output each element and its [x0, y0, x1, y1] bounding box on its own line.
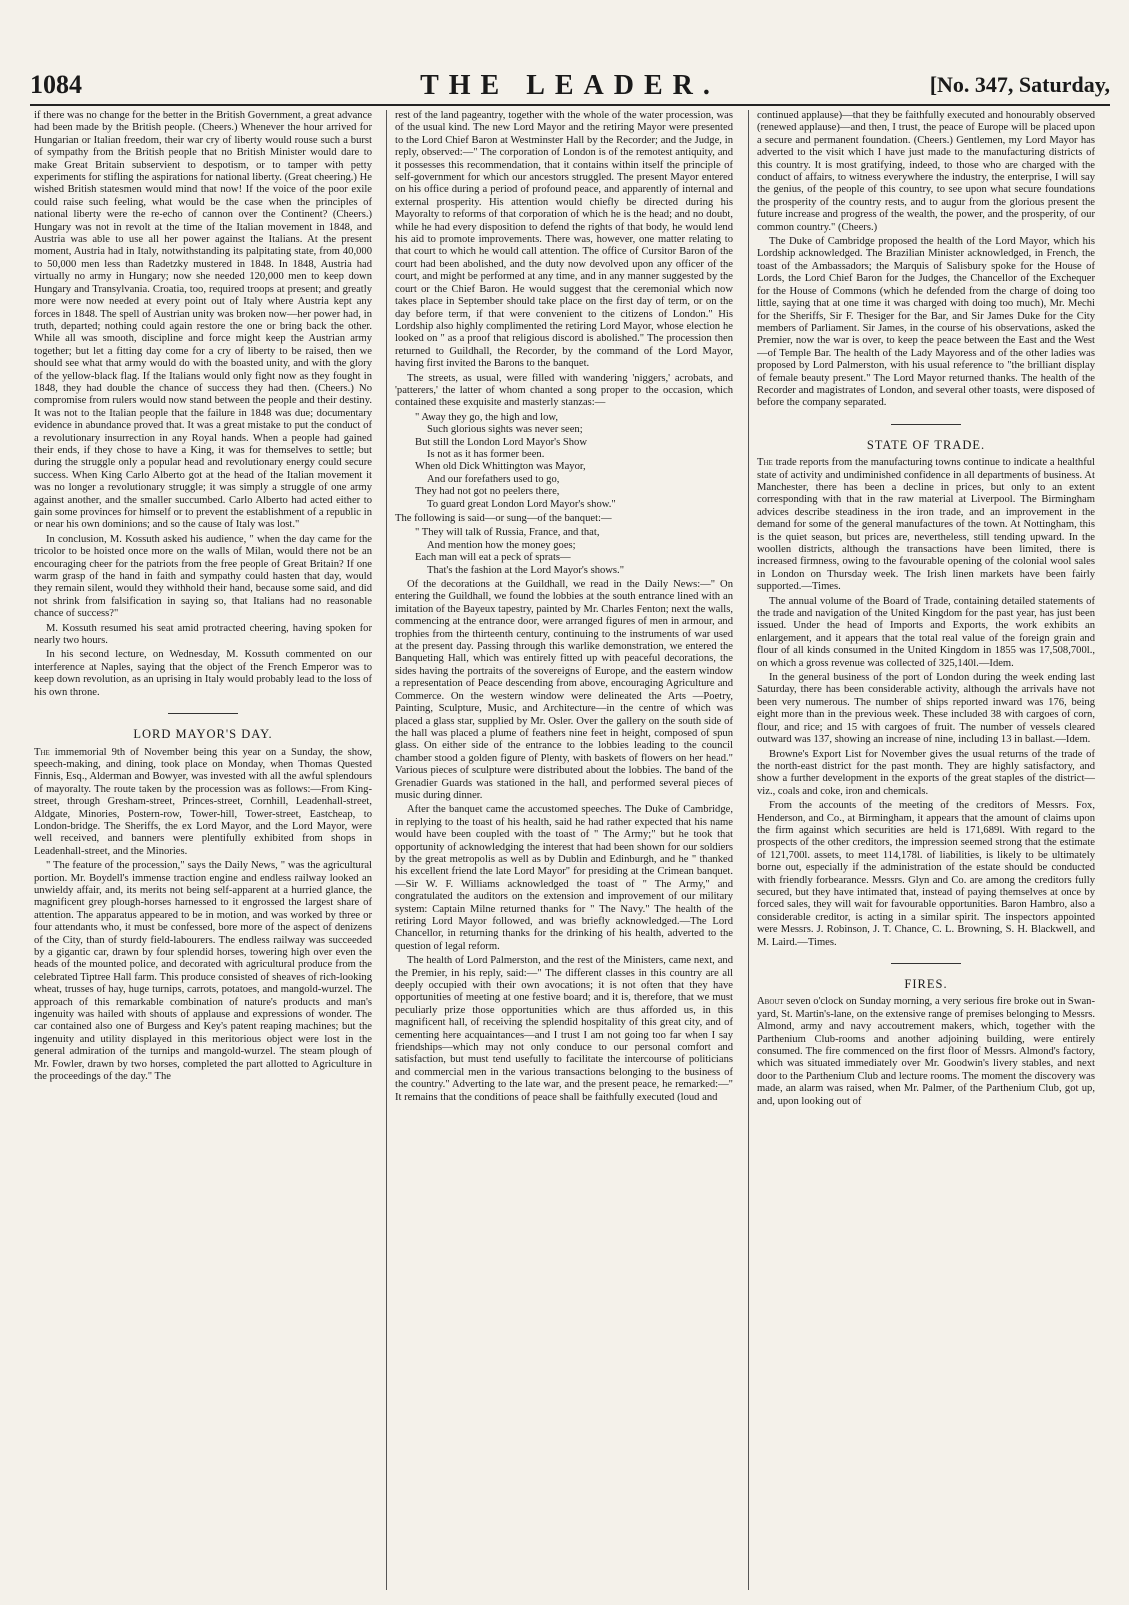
- paragraph: From the accounts of the meeting of the creditors of Messrs. Fox, Henderson, and Co., at Birmingham, it appears that the amount of claims upon the firm against which securities are held is 171,689l. With regard to the prospects of the other creditors, the impression seemed strong that the estimate of 121,700l. assets, to meet 114,178l. of liabilities, is likely to be ultimately borne out, especially if the administration of the estate should be conducted with friendly forbearance. Messrs. Glyn and Co. are among the creditors fully secured, but they have intimated that, instead of paying themselves at once by forced sales, they will wait for favourable opportunities. Baron Hambro, also a considerable creditor, is acting in a similar spirit. The inspectors appointed were Messrs. J. Robinson, J. T. Chance, C. L. Browning, S. H. Blackwell, and M. Laird.—Times.: [757, 800, 1095, 948]
- paragraph: [757, 457, 1095, 593]
- verse-block: [415, 527, 733, 577]
- paragraph: continued applause)—that they be faithfully executed and honourably observed (renewed applause)—and then, I trust, the peace of Europe will be placed upon a secure and permanent foundation. (Cheers.) Gentlemen, my Lord Mayor has adverted to the visit which I have just made to the manufacturing districts of this country. It is most gratifying, indeed, to those who are charged with the conduct of affairs, to witness everywhere the industry, the enterprise, I will say the genius, of the people of this country, to see upon what secure foundations the prosperity of the country rests, and to augur from the glorious present the future increase and progress of the wealth, the power, and the prosperity, of our common country." (Cheers.): [757, 110, 1095, 233]
- paragraph: In the general business of the port of London during the week ending last Saturday, there has been considerable activity, although the arrivals have not been very numerous. The number of ships reported inward was 176, being eight more than in the previous week. These included 38 with cargoes of corn, flour, and rice; and 15 with cargoes of fruit. The number of vessels cleared outward was 137, showing an increase of nine, including 13 in ballast.—Idem.: [757, 672, 1095, 746]
- column-divider: [386, 110, 387, 1590]
- paragraph: Browne's Export List for November gives the usual returns of the trade of the north-east district for the past month. They are highly satisfactory, and show a further development in the exports of the great staples of the district—viz., coals and coke, iron and chemicals.: [757, 748, 1095, 797]
- paragraph-text: trade reports from the manufacturing towns continue to indicate a healthful state of activity and undiminished confidence in all departments of business. At Manchester, there has been a decline in prices, but only to an extent corresponding with that in the raw material at Liverpool. The Birmingham advices describe steadiness in the iron trade, and an improvement in the demand for some of the general manufactures of the town. At Nottingham, this is the quiet season, but prices are, nevertheless, still tending upward. In the woollen districts, although the transactions have been limited, there is increased firmness, owing to the favourable opening of the colonial wool sales in London on Thursday week. The Irish linen markets have been fairly supported.—Times.: [757, 457, 1095, 593]
- paragraph: rest of the land pageantry, together with the whole of the water procession, was of the usual kind. The new Lord Mayor and the retiring Mayor were presented to the Lord Chief Baron at Westminster Hall by the Recorder; and the Judge, in reply, observed:—" The corporation of London is of the remotest antiquity, and it possesses this recommendation, that it contains within itself the principle of self-government for which our ancestors struggled. The present Mayor entered on his office during a period of profound peace, and apparently of internal and external prosperity. His attention would chiefly be directed during his Mayoralty to reforms of that corporation of which he is the head; and no doubt, while he had every disposition to defend the rights of that body, he would lend his aid to promote improvements. There was, however, one matter relating to that court to which he would call attention. The office of Cursitor Baron of the court had been abolished, and the duty now devolved upon any officer of the court, and might be performed at any time, and in any manner suggested by the court or the Chief Baron. He would suggest that the ceremonial which now takes place in September should take place on the first day of term, or on the day before term, if that were convenient to the citizens of London." His Lordship also highly complimented the retiring Lord Mayor, whose election he looked on " as a proof that religious discord is abolished." The procession then returned to Guildhall, the Recorder, by the command of the Lord Mayor, having first invited the Barons to the banquet.: [395, 110, 733, 370]
- paragraph: if there was no change for the better in the British Government, a great advance had been made by the British people. (Cheers.) Whenever the hour arrived for Hungarian or Italian freedom, their war cry of liberty would rouse such a burst of sympathy from the British people that no British Minister would dare to make Great Britain subservient to despotism, or to tamper with petty experiments for stifling the aspirations for national liberty. (Great cheering.) He wished British statesmen would mind that now! If the voice of the poor exile could raise such feeling, what would be the case when the principles of national liberty were the re-echo of cannon over the Continent? (Cheers.) Hungary was not in revolt at the time of the Italian movement in 1848, and Austria was able to use all her power against the Italians. At the present moment, Austria had in Italy, notwithstanding its palpitating state, from 40,000 to 50,000 men less than Radetzky mustered in 1848. In 1848, Austria had virtually no army in Hungary; now she needed 120,000 men to keep down Hungary and Transylvania. Croatia, too, required troops at present; and greatly more were now needed at every point out of Italy where Austria kept any forces in 1848. The spell of Austrian unity was broken now—her power had, in truth, departed; nothing could again restore the one or bring back the other. While all was smooth, discipline and force might keep the Austrian army together; but let a fitting day come for a cry of liberty to be raised, then we should see what that army would do with the boasted unity, and with the glory of the yellow-black flag. If the Italians would only fight now as they fought in 1848, they had double the chance of success they had then. (Cheers.) No compromise from rulers would now stand between the people and their destiny. It was not to the Italian people that the failure in 1848 was due; documentary evidence in abundance proved that. It was a great mistake to put the conduct of a revolutionary insurrection in any Royal hands. When a people had gained their ends, if they chose to have a King, it was for themselves to settle; but during the struggle only a popular head and revolutionary energy could secure success. When King Carlo Alberto got at the head of the Italian movement it was no longer a revolutionary struggle; it was simply a struggle of one army against another, and the smaller succumbed. Carlo Alberto had acted either to gain some provinces for himself or to prevent the establishment of a republic in or near his own dominions; and so the cause of Italy was lost.": [34, 110, 372, 531]
- lead-word: The: [34, 746, 50, 758]
- section-rule: [891, 963, 961, 964]
- lead-word: The: [757, 457, 773, 469]
- section-rule: [891, 424, 961, 425]
- verse-line: They had not got no peelers there,: [415, 486, 560, 498]
- paragraph: The following is said—or sung—of the banquet:—: [395, 513, 612, 524]
- verse-line: And mention how the money goes;: [427, 539, 576, 551]
- verse-block: [415, 412, 733, 511]
- paragraph: " The feature of the procession," says the Daily News, " was the agricultural portion. Mr. Boydell's immense traction engine and endless railway looked an unwieldy affair, and, its merits not being self-apparent at a hurried glance, the magnificent grey plough-horses harnessed to it engrossed the largest share of attention. The apparatus appeared to be in motion, and was worked by three or four attendants who, it must be confessed, bore more of the aspect of denizens of the City, than of sturdy field-labourers. The endless railway was succeeded by a gigantic car, drawn by four splendid horses, towering high over even the heads of the mounted police, and decorated with agricultural produce from the celebrated Tiptree Hall farm. This produce consisted of sheaves of rich-looking wheat, trusses of hay, huge turnips, carrots, potatoes, and mangold-wurzel. The approach of this remarkable combination of nature's products and man's ingenuity was hailed with shouts of applause and expressions of wonder. The car contained also one of Burgess and Key's patent reaping machines; but the ingenuity and utility displayed in this meritorious object were lost in the general admiration of the turnips and mangold-wurzel. The steam plough of Mr. Fowler, drawn by two horses, completed the part allotted to Agriculture in the proceedings of the day." The: [34, 860, 372, 1083]
- verse-line: That's the fashion at the Lord Mayor's shows.": [427, 564, 625, 576]
- column-3: [757, 110, 1095, 1590]
- verse-line: " They will talk of Russia, France, and that,: [415, 527, 600, 539]
- section-heading: LORD MAYOR'S DAY.: [133, 727, 273, 742]
- paragraph: The annual volume of the Board of Trade, containing detailed statements of the trade and navigation of the United Kingdom for the past year, has just been issued. Under the head of Imports and Exports, the work exhibits an enlargement, and it appears that the total real value of the foreign grain and flour of all kinds consumed in the United Kingdom in 1855 was 17,508,700l., on which a gross revenue was collected of 325,140l.—Idem.: [757, 595, 1095, 669]
- section-heading: FIRES.: [904, 977, 948, 991]
- newspaper-title: THE LEADER.: [420, 70, 720, 101]
- verse-line: But still the London Lord Mayor's Show: [415, 436, 587, 448]
- paragraph: After the banquet came the accustomed speeches. The Duke of Cambridge, in replying to the toast of his health, said he had rather expected that his name would have been coupled with the toast of " The Army;" but he took that opportunity of acknowledging the interest that had been shown for our soldiers by the great metropolis as well as by Dublin and Edinburgh, and he " thanked his excellent friend the late Lord Mayor" for presiding at the Crimean banquet.—Sir W. F. Williams acknowledged the toast of " The Army," and congratulated the auditors on the extension and improvement of our military system: Captain Milne returned thanks for " The Navy." The health of the retiring Lord Mayor followed, and was briefly acknowledged.—The Lord Chancellor, in returning thanks for the drinking of his health, adverted to the question of legal reform.: [395, 804, 733, 952]
- paragraph: In his second lecture, on Wednesday, M. Kossuth commented on our interference at Naples, saying that the object of the French Emperor was to keep down revolution, as an uprising in Italy would probably lead to the loss of his own throne.: [34, 649, 372, 698]
- paragraph: M. Kossuth resumed his seat amid protracted cheering, having spoken for nearly two hours.: [34, 622, 372, 647]
- verse-line: Each man will eat a peck of sprats—: [415, 552, 571, 564]
- section-rule: [168, 713, 238, 714]
- paragraph-text: seven o'clock on Sunday morning, a very serious fire broke out in Swan-yard, St. Martin's-lane, on the extensive range of premises belonging to Messrs. Almond, army and navy accoutrement makers, which, together with the Parthenium Club-rooms and another adjoining building, were entirely consumed. The fire commenced on the first floor of Messrs. Almond's factory, which was situated immediately over Mr. Goodwin's livery stables, and next door to the Parthenium Club and lecture rooms. The moment the discovery was made, an alarm was raised, when Mr. Palmer, of the Parthenium Club, got up, and, upon looking out of: [757, 996, 1095, 1107]
- masthead-rule: [30, 104, 1110, 106]
- page-number: 1084: [30, 70, 82, 99]
- verse-line: To guard great London Lord Mayor's show.": [427, 498, 616, 510]
- section-heading: STATE OF TRADE.: [866, 437, 986, 452]
- issue-info: [No. 347, Saturday,: [929, 72, 1110, 97]
- paragraph: The health of Lord Palmerston, and the rest of the Ministers, came next, and the Premier, in his reply, said:—" The different classes in this country are all deeply occupied with their own avocations; it is not often that they have opportunities of meeting at one festive board; and it is, therefore, that we must peculiarly prize those opportunities which are thus afforded us, in this magnificent hall, of receiving the splendid hospitality of this great city, and of cementing here acquaintances—and I trust I am not going too far when I say friendships—which may not only conduce to our personal comfort and satisfaction, but must tend usefully to facilitate the intercourse of politicians and commercial men in the various transactions belonging to the business of the country." Adverting to the late war, and the present peace, he remarked:—" It remains that the conditions of peace shall be faithfully executed (loud and: [395, 955, 733, 1103]
- paragraph: The Duke of Cambridge proposed the health of the Lord Mayor, which his Lordship acknowledged. The Brazilian Minister acknowledged, in French, the toast of the Ambassadors; the Marquis of Salisbury spoke for the House of Lords, the Lord Chief Baron for the Judges, the Chancellor of the Exchequer for the House of Commons (which he defended from the charge of doing too little, saying that at one time it was charged with doing too much), Mr. Mechi for the Sheriffs, Sir F. Thesiger for the Bar, and Sir James Duke for the City members of Parliament. Sir James, in the course of his observations, asked the Premier, now the war is over, to keep the peace between the East and the West—of Temple Bar. The health of the Lady Mayoress and of the other ladies was proposed by Lord Palmerston, with his usual reference to "the brilliant display of female beauty present." The Lord Mayor returned thanks. The health of the Recorder and magistrates of London, and several other toasts, were disposed of before the company separated.: [757, 236, 1095, 409]
- column-divider: [748, 110, 749, 1590]
- masthead: [30, 70, 1110, 104]
- paragraph: Of the decorations at the Guildhall, we read in the Daily News:—" On entering the Guildhall, we found the lobbies at the south entrance lined with an imitation of the Bayeux tapestry, painted by Mr. Charles Fenton; next the walls, commencing at the entrance door, were arranged figures of men in armour, and trophies from the thirteenth century, continuing to the instruments of war used at the present day. Passing through this warlike demonstration, we entered the Banqueting Hall, which was entirely fitted up with peaceful decorations, the sides having the portraits of the sovereigns of Europe, and the eastern window a representation of Peace descending from above, encouraging Agriculture and Commerce. On the western window were delineated the Arts —Poetry, Painting, Sculpture, Music, and Architecture—in the centre of which was placed a glass star, supplied by Mr. Osler. Over the gallery on the south side of the hall was placed a plume of feathers nine feet in height, composed of spun glass. On either side of the entrance to the lobbies leading to the council chamber stood a golden figure of Plenty, with baskets of flowers on her head." Various pieces of sculpture were distributed about the lobbies. The band of the Grenadier Guards was stationed in the hall, and performed several pieces of music during dinner.: [395, 579, 733, 801]
- verse-line: And our forefathers used to go,: [427, 473, 560, 485]
- column-1: [34, 110, 372, 1590]
- verse-line: Is not as it has former been.: [427, 448, 545, 460]
- verse-line: When old Dick Whittington was Mayor,: [415, 461, 586, 473]
- lead-word: About: [757, 996, 784, 1008]
- paragraph: [34, 747, 372, 859]
- paragraph-text: immemorial 9th of November being this year on a Sunday, the show, speech-making, and dining, took place on Monday, when Thomas Quested Finnis, Esq., Alderman and Bowyer, was invested with all the awful splendours of mayoralty. The route taken by the procession was as follows:—From King-street, through Gresham-street, Princes-street, Cornhill, Leadenhall-street, Aldgate, Minories, Postern-row, Tower-hill, Tower-street, Eastcheap, to London-bridge. The Sheriffs, the ex Lord Mayor, and the Lord Mayor, were well received, and banners were plentifully exhibited from shops in Leadenhall-street, and the Minories.: [34, 746, 372, 857]
- verse-line: Such glorious sights was never seen;: [427, 424, 583, 436]
- column-2: [395, 110, 733, 1590]
- paragraph: [757, 996, 1095, 1108]
- paragraph: In conclusion, M. Kossuth asked his audience, " when the day came for the tricolor to be hoisted once more on the walls of Milan, would there not be an encouraging cheer for the patriots from the free people of Great Britain? If one warm grasp of the hand in faith and sympathy could hasten that day, would they remain silent, would they withhold their hand, because some said, and did not shrink from falsification in saying so, that Italians had no reasonable chance of success?": [34, 533, 372, 620]
- verse-line: " Away they go, the high and low,: [415, 411, 559, 423]
- paragraph: The streets, as usual, were filled with wandering 'niggers,' acrobats, and 'patterers,' the latter of whom chanted a song proper to the occasion, which contained these exquisite and masterly stanzas:—: [395, 372, 733, 409]
